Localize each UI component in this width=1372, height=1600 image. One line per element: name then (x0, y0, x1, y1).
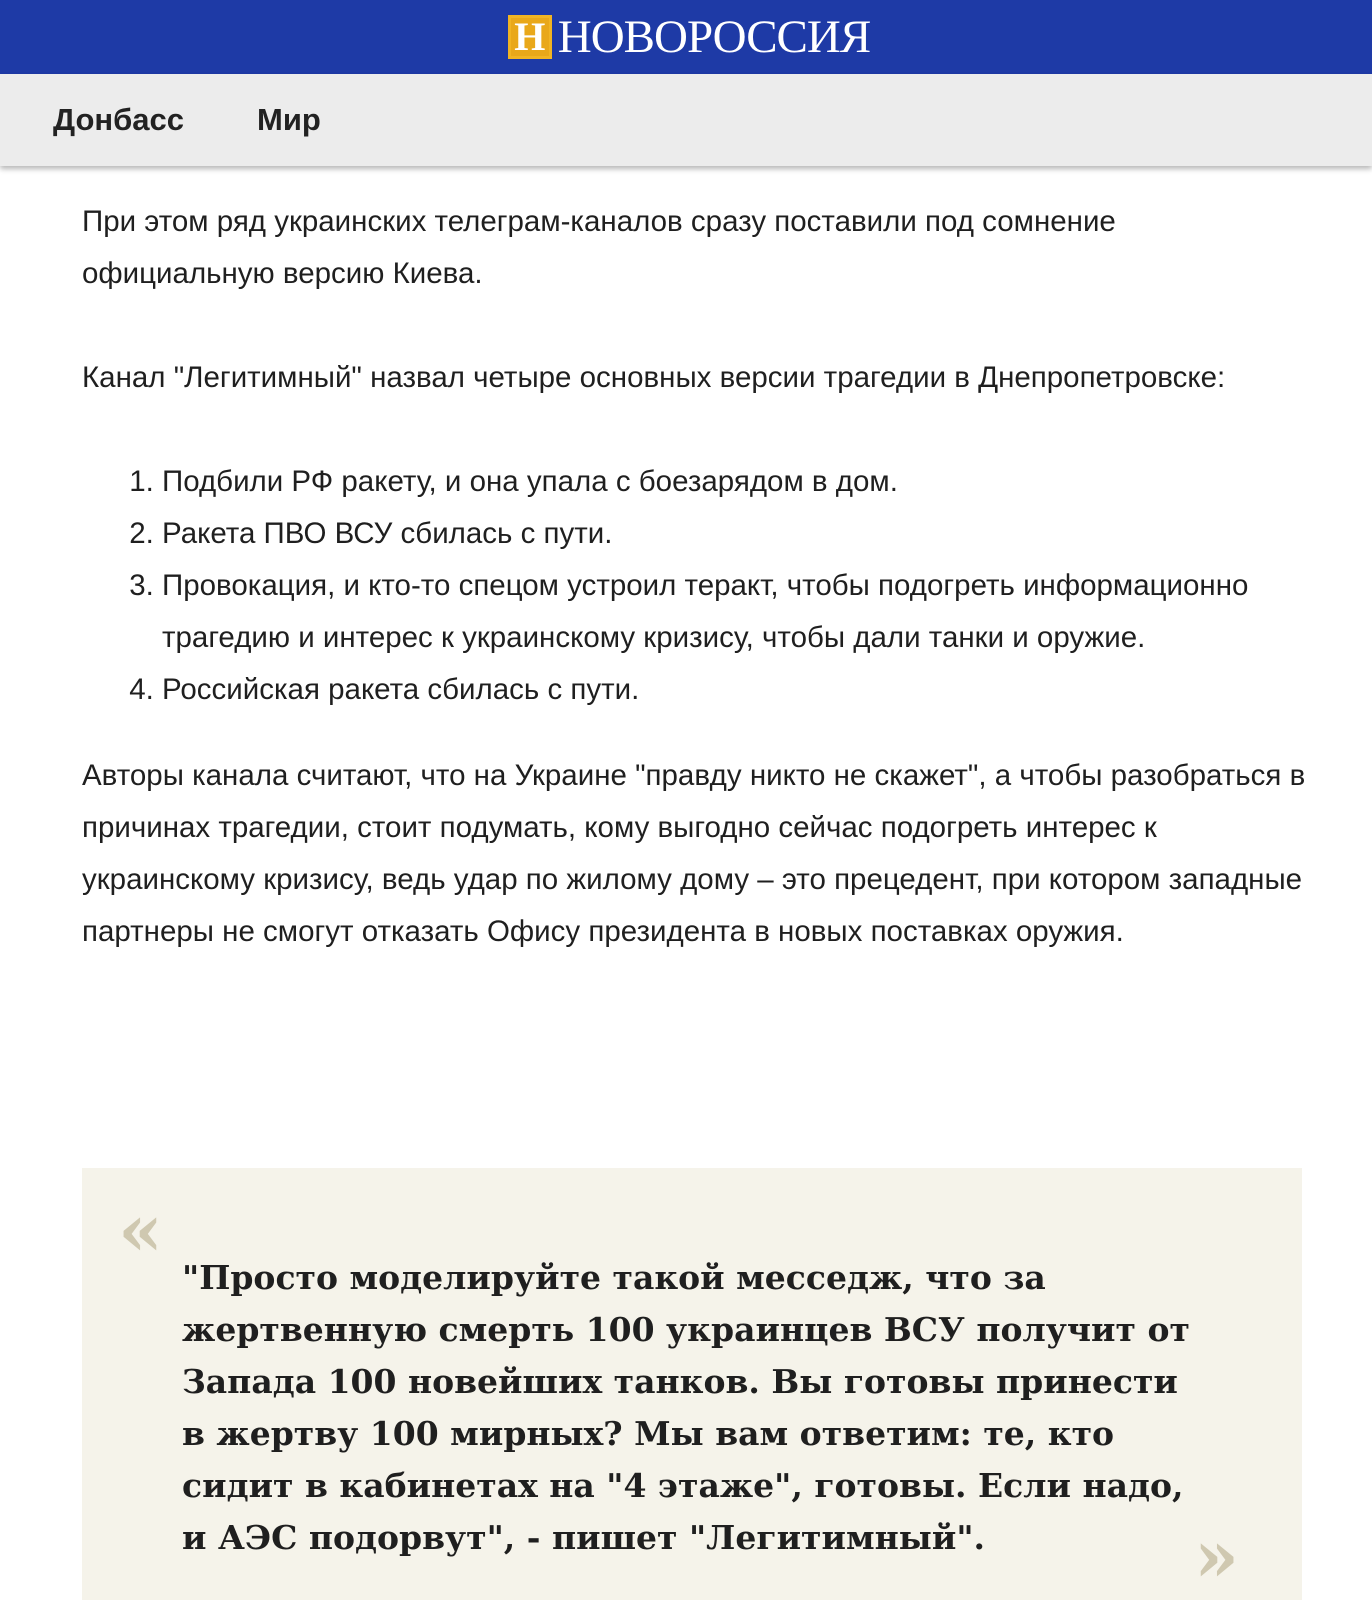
site-name: НОВОРОССИЯ (557, 10, 871, 63)
article-paragraph: Канал "Легитимный" назвал четыре основных версии трагедии в Днепропетровске: (82, 361, 1226, 394)
list-item: 3. Провокация, и кто-то спецом устроил теракт, чтобы подогреть информационно трагедию и интерес к украинскому кризису, чтобы дали танки и оружие. (162, 560, 1312, 664)
close-quote-icon: » (1194, 1513, 1239, 1598)
versions-list (82, 456, 1312, 716)
blockquote (82, 1168, 1302, 1600)
article-paragraph: При этом ряд украинских телеграм-каналов сразу поставили под сомнение официальную версию Киева. (82, 205, 1116, 290)
nav-item-world[interactable]: Мир (257, 102, 321, 137)
open-quote-icon: « (118, 1187, 163, 1272)
list-item: 4. Российская ракета сбилась с пути. (162, 664, 1312, 716)
main-nav (0, 74, 1372, 166)
article-paragraph: Авторы канала считают, что на Украине "правду никто не скажет", а чтобы разобраться в причинах трагедии, стоит подумать, кому выгодно сейчас подогреть интерес к украинскому кризису, ведь удар по жилому дому – это прецедент, при котором западные партнеры не смогут отказать Офису президента в новых поставках оружия. (82, 759, 1306, 948)
site-header (0, 0, 1372, 74)
logo-badge-icon (508, 15, 552, 59)
nav-item-donbass[interactable]: Донбасс (53, 102, 184, 137)
list-item: 1. Подбили РФ ракету, и она упала с боезарядом в дом. (162, 456, 1312, 508)
list-item: 2. Ракета ПВО ВСУ сбилась с пути. (162, 508, 1312, 560)
article-body (82, 196, 1312, 958)
site-logo[interactable] (508, 10, 871, 63)
quote-text: "Просто моделируйте такой месседж, что за жертвенную смерть 100 украинцев ВСУ получит от Запада 100 новейших танков. Вы готовы принести в жертву 100 мирных? Мы вам ответим: те, кто сидит в кабинетах на "4 этаже", готовы. Если надо, и АЭС подорвут", - пишет "Легитимный". (182, 1258, 1190, 1557)
logo-letter: H (511, 18, 549, 56)
